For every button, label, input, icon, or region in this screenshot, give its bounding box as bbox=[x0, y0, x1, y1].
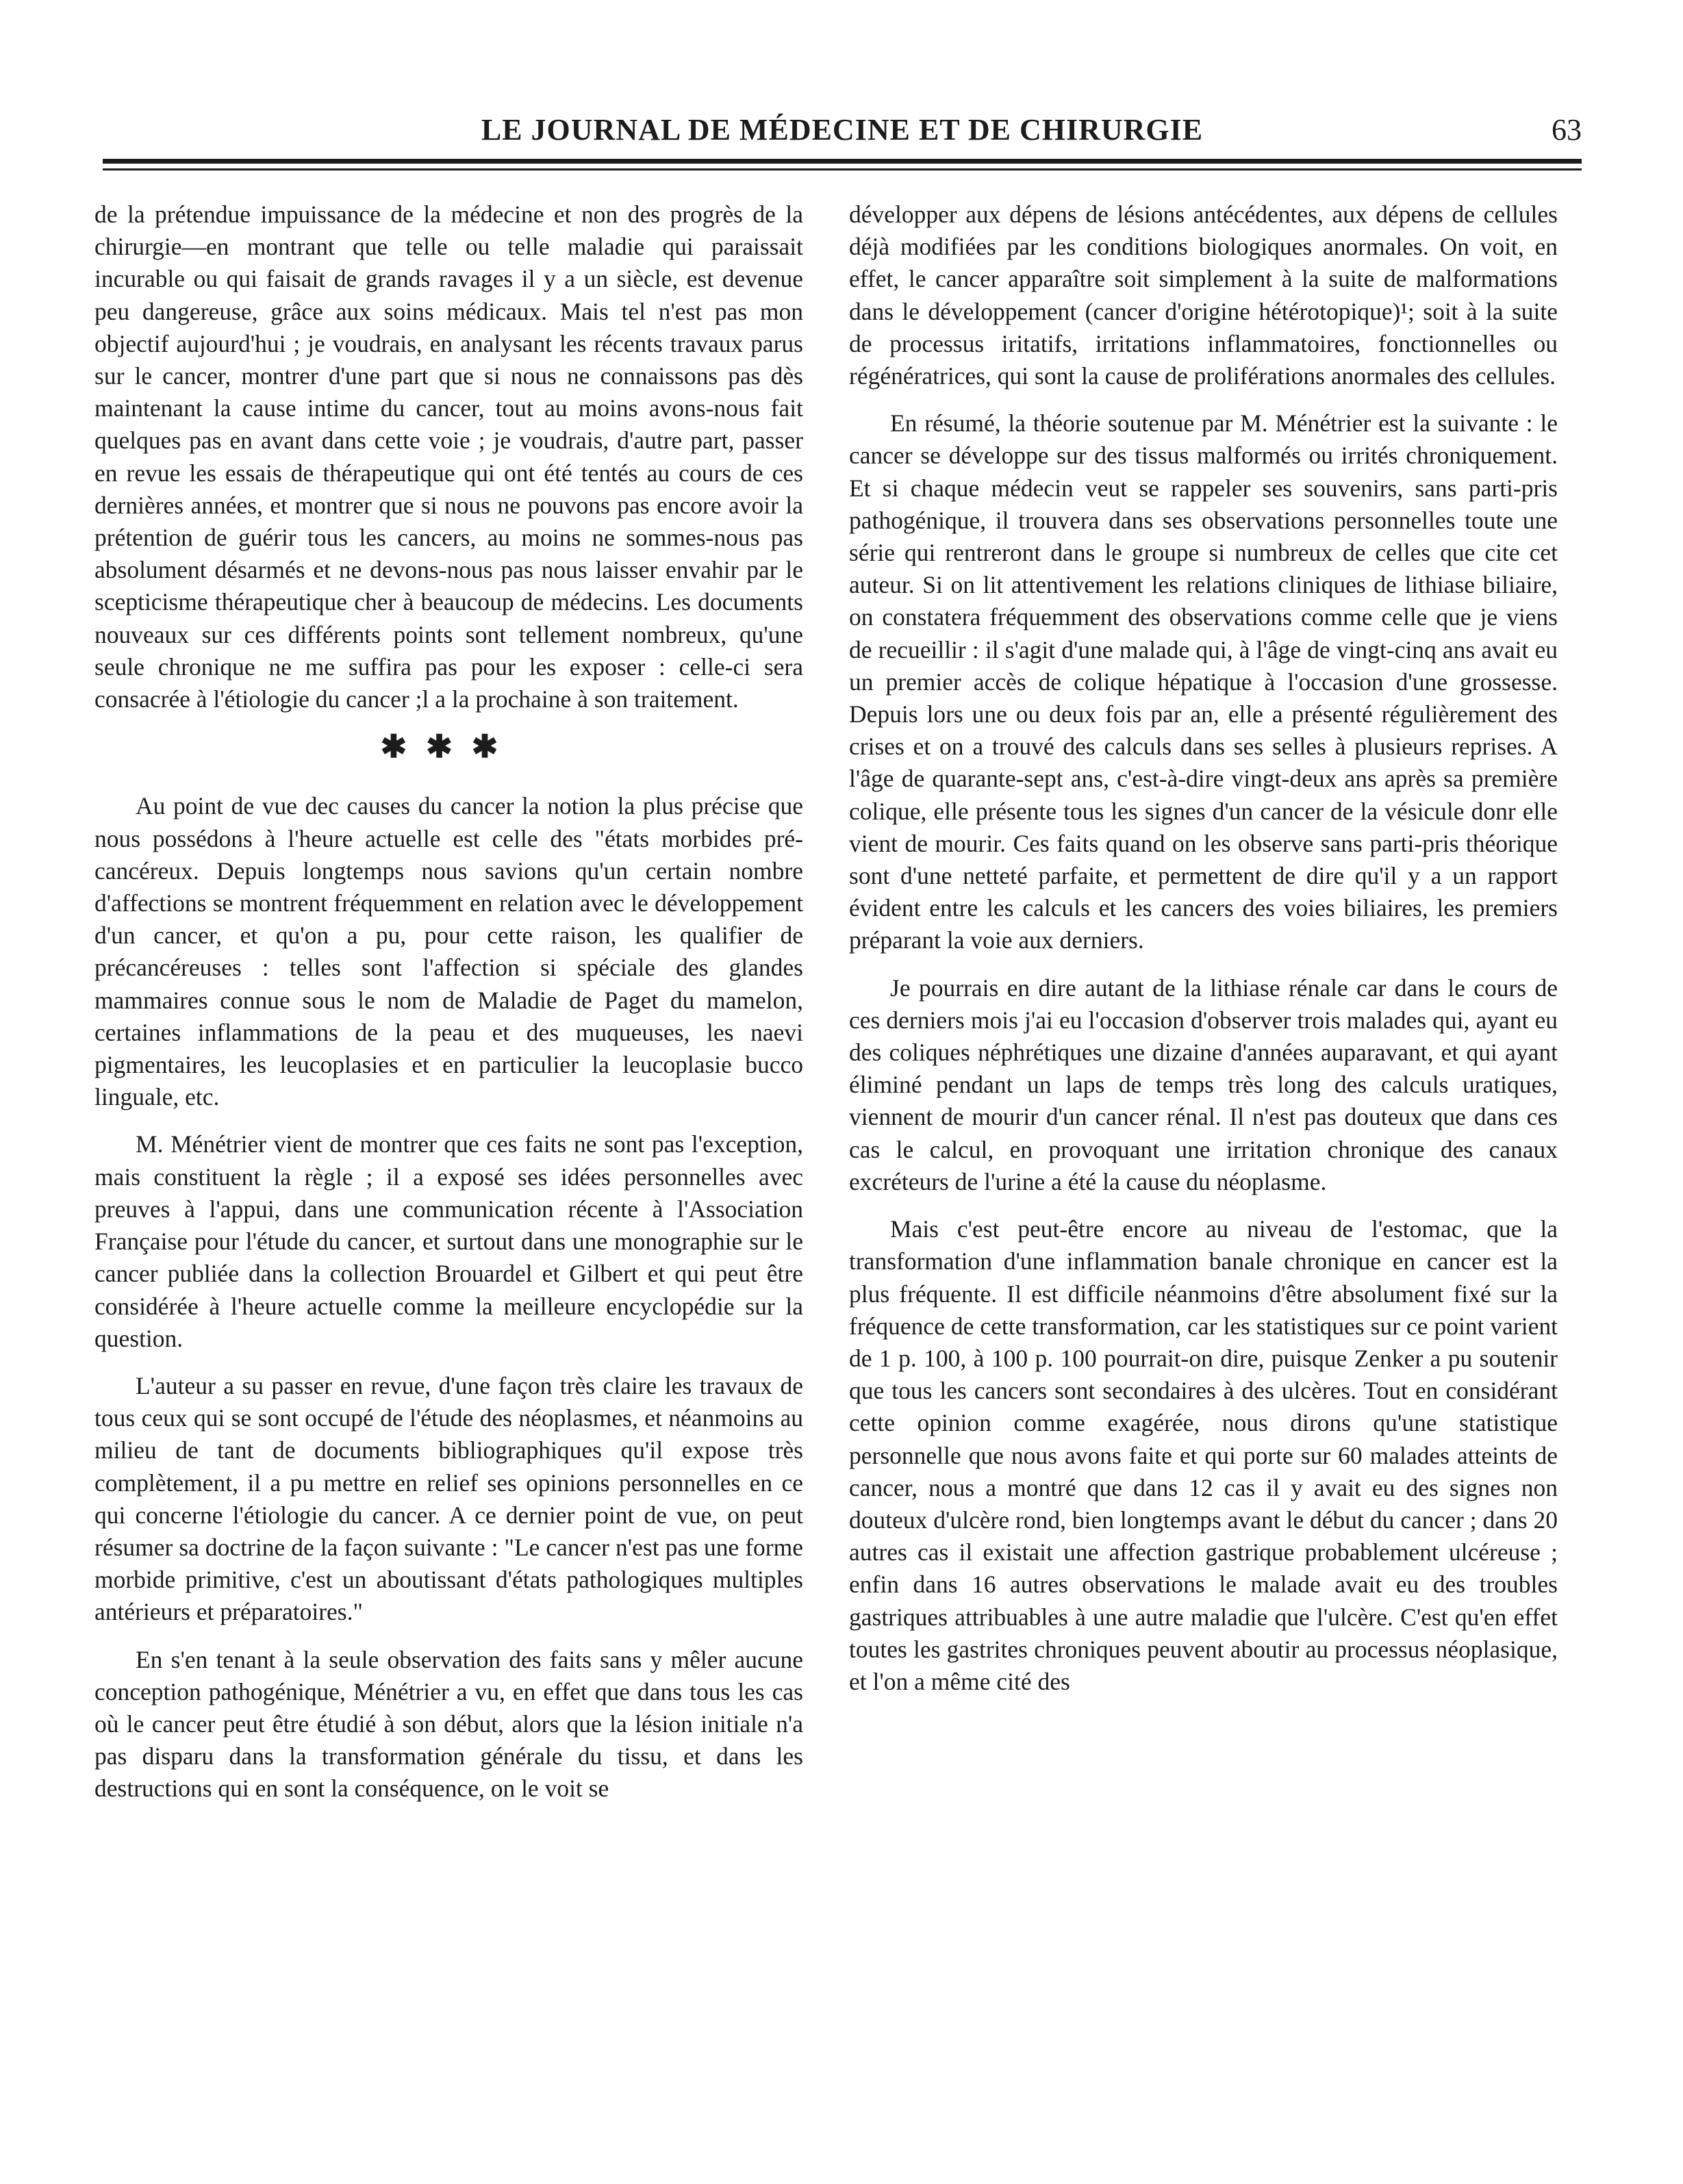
paragraph: En résumé, la théorie soutenue par M. Ménétrier est la suivante : le cancer se développe sur des tissus malformés ou irrités chroniquement. Et si chaque médecin veut se rappeler ses souvenirs, sans parti-pris pathogénique, il trouvera dans ses observations personnelles toute une série qui rentreront dans le groupe si numbreux de celles que cite cet auteur. Si on lit attentivement les relations cliniques de lithiase biliaire, on constatera fréquemment des observations comme celle que je viens de recueillir : il s'agit d'une malade qui, à l'âge de vingt-cinq ans avait eu un premier accès de colique hépatique à l'occasion d'une grossesse. Depuis lors une ou deux fois par an, elle a présenté régulièrement des crises et on a trouvé des calculs dans ses selles à plusieurs reprises. A l'âge de quarante-sept ans, c'est-à-dire vingt-deux ans après sa première colique, elle présente tous les signes d'un cancer de la vésicule donr elle vient de mourir. Ces faits quand on les observe sans parti-pris théorique sont d'une netteté parfaite, et permettent de dire qu'il y a un rapport évident entre les calculs et les cancers des voies biliaires, les premiers préparant la voie aux derniers. bbox=[849, 409, 1558, 954]
paragraph: En s'en tenant à la seule observation des faits sans y mêler aucune conception pathogénique, Ménétrier a vu, en effet que dans tous les cas où le cancer peut être étudié à son début, alors que la lésion initiale n'a pas disparu dans la transformation générale du tissu, et dans les destructions qui en sont la conséquence, on le voit se bbox=[94, 1645, 803, 1803]
right-column bbox=[849, 199, 1558, 1713]
header-rule-thin bbox=[103, 168, 1582, 170]
header-rule-thick bbox=[103, 159, 1582, 164]
paragraph: Au point de vue dec causes du cancer la notion la plus précise que nous possédons à l'heure actuelle est celle des "états morbides pré-cancéreux. Depuis longtemps nous savions qu'un certain nombre d'affections se montrent fréquemment en relation avec le développement d'un cancer, et qu'on a pu, pour cette raison, les qualifier de précancéreuses : telles sont l'affection si spéciale des glandes mammaires connue sous le nom de Maladie de Paget du mamelon, certaines inflammations de la peau et des muqueuses, les naevi pigmentaires, les leucoplasies et en particulier la leucoplasie bucco linguale, etc. bbox=[94, 792, 803, 1111]
paragraph: L'auteur a su passer en revue, d'une façon très claire les travaux de tous ceux qui se sont occupé de l'étude des néoplasmes, et néanmoins au milieu de tant de documents bibliographiques qu'il expose très complètement, il a pu mettre en relief ses opinions personnelles en ce qui concerne l'étiologie du cancer. A ce dernier point de vue, on peut résumer sa doctrine de la façon suivante : "Le cancer n'est pas une forme morbide primitive, c'est un aboutissant d'états pathologiques multiples antérieurs et préparatoires." bbox=[94, 1371, 803, 1626]
paragraph: de la prétendue impuissance de la médecine et non des progrès de la chirurgie—en montrant que telle ou telle maladie qui paraissait incurable ou qui faisait de grands ravages il y a un siècle, est devenue peu dangereuse, grâce aux soins médicaux. Mais tel n'est pas mon objectif aujourd'hui ; je voudrais, en analysant les récents travaux parus sur le cancer, montrer d'une part que si nous ne connaissons pas dès maintenant la cause intime du cancer, tout au moins avons-nous fait quelques pas en avant dans cette voie ; je voudrais, d'autre part, passer en revue les essais de thérapeutique qui ont été tentés au cours de ces dernières années, et montrer que si nous ne pouvons pas encore avoir la prétention de guérir tous les cancers, au moins ne sommes-nous pas absolument désarmés et ne devons-nous pas nous laisser envahir par le scepticisme thérapeutique cher à beaucoup de médecins. Les documents nouveaux sur ces différents points sont tellement nombreux, qu'une seule chronique ne me suffira pas pour les exposer : celle-ci sera consacrée à l'étiologie du cancer ;l a la prochaine à son traitement. bbox=[94, 201, 803, 713]
paragraph: M. Ménétrier vient de montrer que ces faits ne sont pas l'exception, mais constituent la règle ; il a exposé ses idées personnelles avec preuves à l'appui, dans une communication récente à l'Association Française pour l'étude du cancer, et surtout dans une monographie sur le cancer publiée dans la collection Brouardel et Gilbert et qui peut être considérée à l'heure actuelle comme la meilleure encyclopédie sur la question. bbox=[94, 1130, 803, 1352]
paragraph: Mais c'est peut-être encore au niveau de l'estomac, que la transformation d'une inflammation banale chronique en cancer est la plus fréquente. Il est difficile néanmoins d'être absolument fixé sur la fréquence de cette transformation, car les statistiques sur ce point varient de 1 p. 100, à 100 p. 100 pourrait-on dire, puisque Zenker a pu soutenir que tous les cancers sont secondaires à des ulcères. Tout en considérant cette opinion comme exagérée, nous dirons qu'une statistique personnelle que nous avons faite et qui porte sur 60 malades atteints de cancer, nous a montré que dans 12 cas il y avait eu des signes non douteux d'ulcère rond, bien longtemps avant le début du cancer ; dans 20 autres cas il existait une affection gastrique probablement ulcéreuse ; enfin dans 16 autres observations le malade avait eu des troubles gastriques attribuables à une autre maladie que l'ulcère. C'est qu'en effet toutes les gastrites chroniques peuvent aboutir au processus néoplasique, et l'on a même cité des bbox=[849, 1215, 1558, 1695]
section-asterism: ✱✱✱ bbox=[380, 729, 518, 765]
paragraph: Je pourrais en dire autant de la lithiase rénale car dans le cours de ces derniers mois j'ai eu l'occasion d'observer trois malades qui, ayant eu des coliques néphrétiques une dizaine d'années auparavant, et qui ayant éliminé pendant un laps de temps très long des calculs uratiques, viennent de mourir d'un cancer rénal. Il n'est pas douteux que dans ces cas le calcul, en provoquant une irritation chronique des canaux excréteurs de l'urine a été la cause du néoplasme. bbox=[849, 974, 1558, 1195]
page-number: 63 bbox=[1552, 113, 1582, 147]
paragraph: développer aux dépens de lésions antécédentes, aux dépens de cellules déjà modifiées par les conditions biologiques anormales. On voit, en effet, le cancer apparaître soit simplement à la suite de malformations dans le développement (cancer d'origine hétérotopique)¹; soit à la suite de processus iritatifs, irritations inflammatoires, fonctionnelles ou régénératrices, qui sont la cause de proliférations anormales des cellules. bbox=[849, 201, 1558, 390]
page-header bbox=[103, 107, 1582, 155]
left-column bbox=[94, 199, 803, 1820]
running-title: LE JOURNAL DE MÉDECINE ET DE CHIRURGIE bbox=[481, 113, 1204, 147]
